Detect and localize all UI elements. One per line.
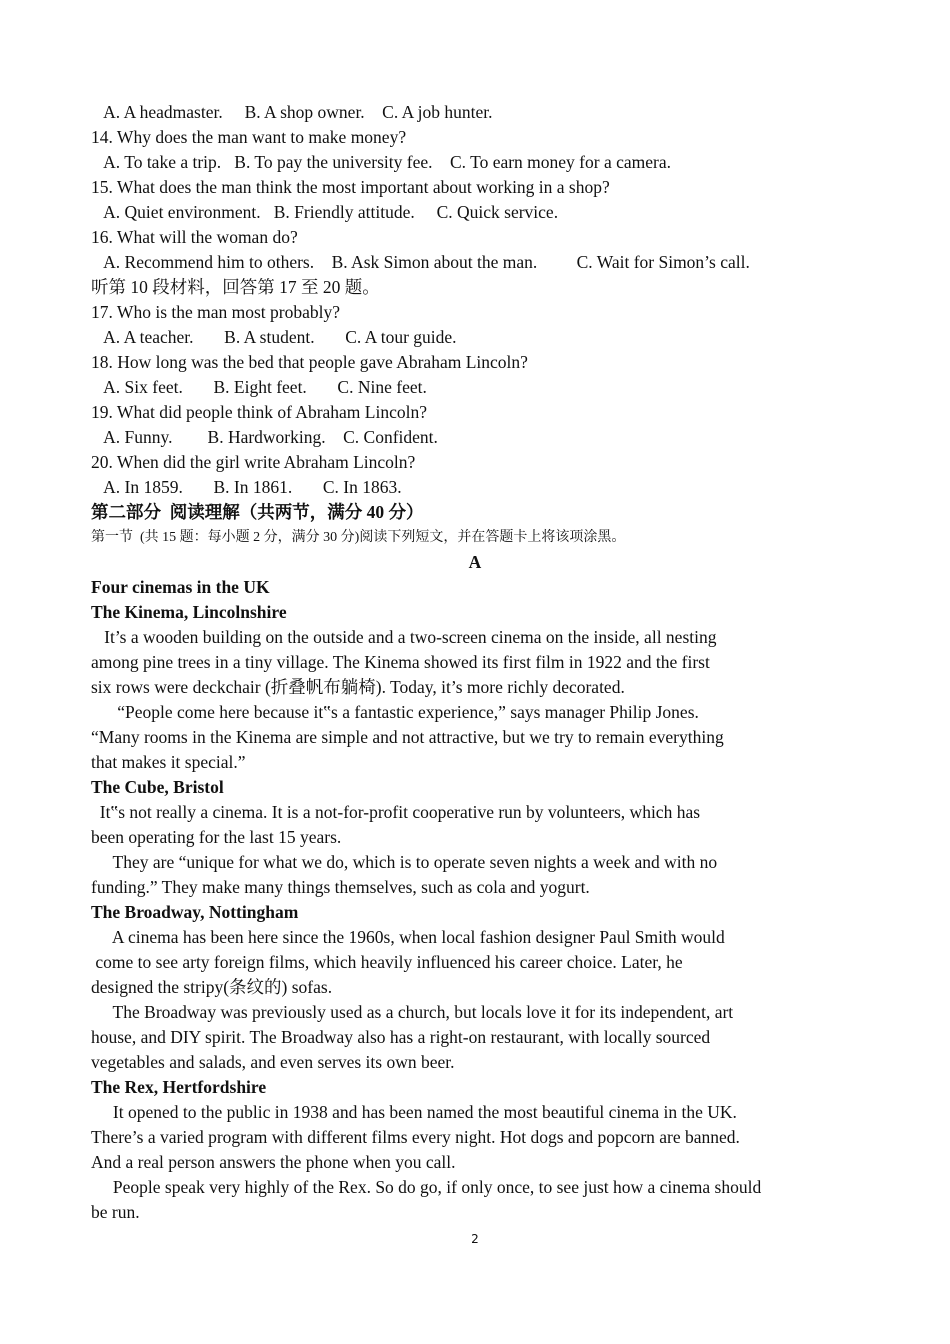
text-line: The Broadway was previously used as a church, but locals love it for its independent, art: [91, 1002, 734, 1022]
text-line: They are “unique for what we do, which is to operate seven nights a week and with no: [91, 852, 718, 872]
text-line: 17. Who is the man most probably?: [91, 302, 341, 322]
text-line: designed the stripy(条纹的) sofas.: [91, 977, 333, 997]
text-line: The Kinema, Lincolnshire: [91, 602, 287, 622]
text-line: The Broadway, Nottingham: [91, 902, 299, 922]
text-line: The Rex, Hertfordshire: [91, 1077, 267, 1097]
text-line: A. A headmaster. B. A shop owner. C. A job hunter.: [91, 102, 493, 122]
text-line: “Many rooms in the Kinema are simple and not attractive, but we try to remain everything: [91, 727, 724, 747]
text-line: 15. What does the man think the most important about working in a shop?: [91, 177, 610, 197]
text-line: been operating for the last 15 years.: [91, 827, 342, 847]
text-line: A. To take a trip. B. To pay the university fee. C. To earn money for a camera.: [91, 152, 671, 172]
text-line: that makes it special.”: [91, 752, 246, 772]
text-line: A. Funny. B. Hardworking. C. Confident.: [91, 427, 438, 447]
text-line: vegetables and salads, and even serves its own beer.: [91, 1052, 455, 1072]
text-line: A. Six feet. B. Eight feet. C. Nine feet.: [91, 377, 427, 397]
text-line: 14. Why does the man want to make money?: [91, 127, 407, 147]
text-line: 20. When did the girl write Abraham Lincoln?: [91, 452, 416, 472]
text-line: It’s a wooden building on the outside and a two-screen cinema on the inside, all nesting: [91, 627, 717, 647]
text-line: Four cinemas in the UK: [91, 577, 270, 597]
text-line: And a real person answers the phone when you call.: [91, 1152, 456, 1172]
text-line: 第二部分 阅读理解（共两节，满分 40 分）: [91, 502, 424, 522]
text-line: be run.: [91, 1202, 140, 1222]
text-line: 16. What will the woman do?: [91, 227, 298, 247]
text-line: 19. What did people think of Abraham Lincoln?: [91, 402, 427, 422]
text-line: 第一节 (共 15 题：每小题 2 分，满分 30 分)阅读下列短文，并在答题卡上将该项涂黑。: [91, 530, 626, 545]
text-line: house, and DIY spirit. The Broadway also has a right-on restaurant, with locally sourced: [91, 1027, 711, 1047]
page-number: 2: [471, 1232, 479, 1246]
text-line: A. Recommend him to others. B. Ask Simon about the man. C. Wait for Simon’s call.: [91, 252, 750, 272]
text-line: 18. How long was the bed that people gave Abraham Lincoln?: [91, 352, 528, 372]
text-line: come to see arty foreign films, which heavily influenced his career choice. Later, he: [91, 952, 683, 972]
document-body: [91, 100, 871, 1225]
text-line: It opened to the public in 1938 and has been named the most beautiful cinema in the UK.: [91, 1102, 737, 1122]
text-line: A. Quiet environment. B. Friendly attitude. C. Quick service.: [91, 202, 559, 222]
text-line: There’s a varied program with different films every night. Hot dogs and popcorn are banned.: [91, 1127, 740, 1147]
text-line: “People come here because it‟s a fantastic experience,” says manager Philip Jones.: [91, 702, 699, 722]
text-line: A. In 1859. B. In 1861. C. In 1863.: [91, 477, 402, 497]
text-line: A. A teacher. B. A student. C. A tour guide.: [91, 327, 457, 347]
text-line: It‟s not really a cinema. It is a not-for-profit cooperative run by volunteers, which has: [91, 802, 701, 822]
text-line: The Cube, Bristol: [91, 777, 224, 797]
text-line: among pine trees in a tiny village. The Kinema showed its first film in 1922 and the first: [91, 652, 710, 672]
text-line: 听第 10 段材料，回答第 17 至 20 题。: [91, 277, 380, 297]
text-line: funding.” They make many things themselves, such as cola and yogurt.: [91, 877, 590, 897]
text-line: A cinema has been here since the 1960s, when local fashion designer Paul Smith would: [91, 927, 725, 947]
text-line: six rows were deckchair (折叠帆布躺椅). Today, it’s more richly decorated.: [91, 677, 625, 697]
text-line: A: [468, 552, 482, 572]
text-line: People speak very highly of the Rex. So do go, if only once, to see just how a cinema should: [91, 1177, 762, 1197]
